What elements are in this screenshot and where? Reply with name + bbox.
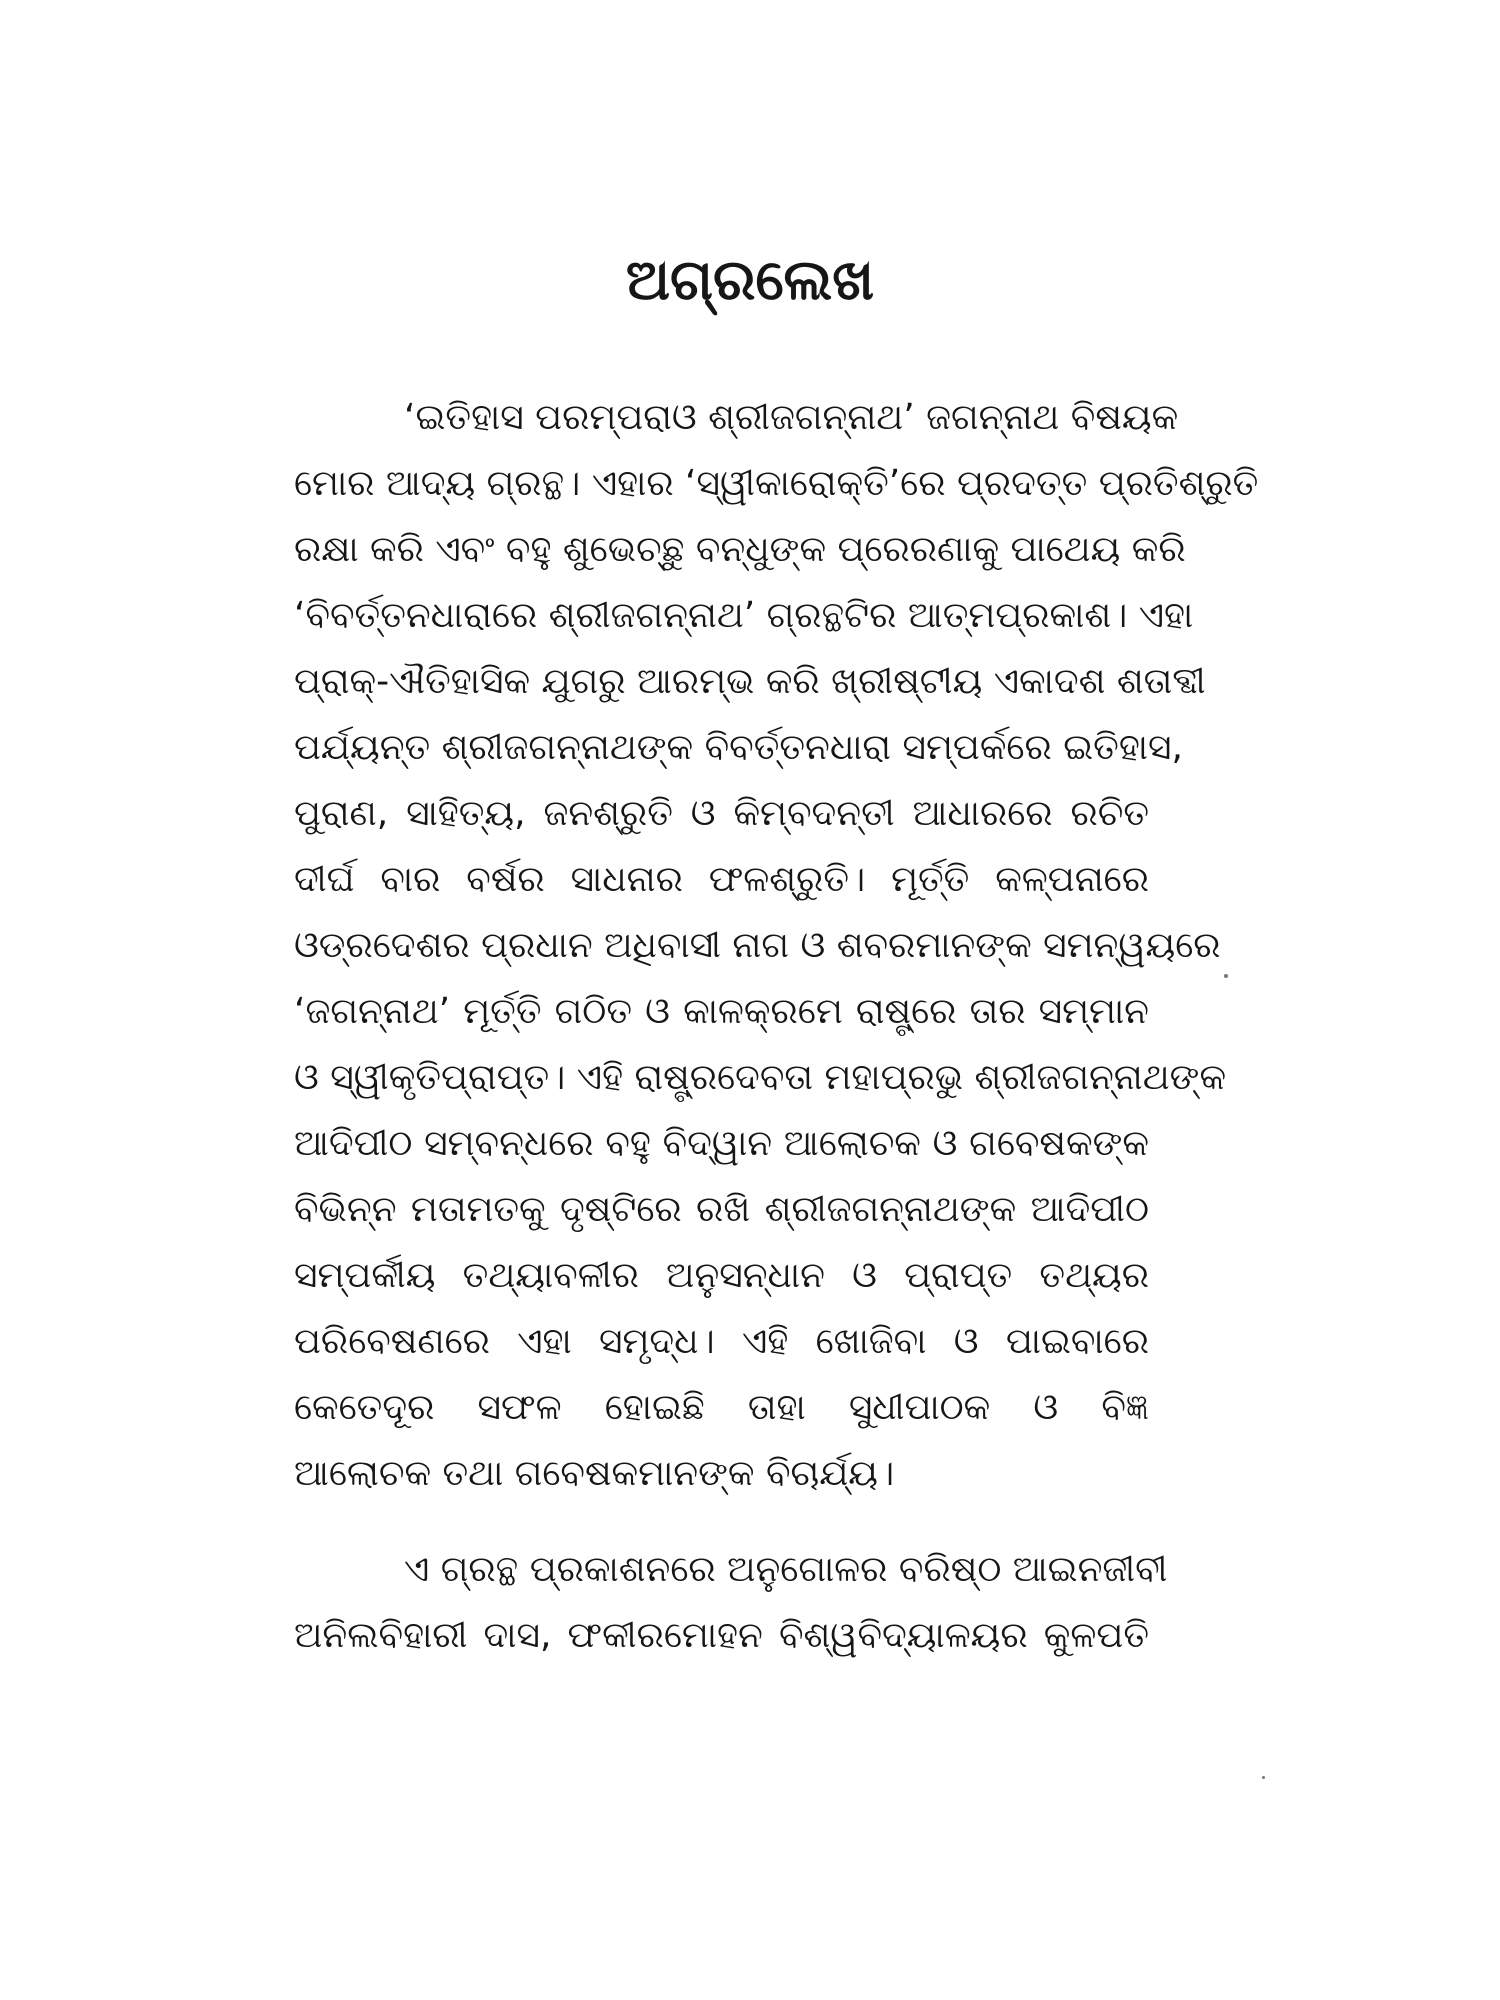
text-line: ‘ଜଗନ୍ନାଥ’ ମୂର୍ତ୍ତି ଗଠିତ ଓ କାଳକ୍ରମେ ରାଷ୍ଟ୍ରେ ତାର ସମ୍ମାନ (294, 991, 1149, 1032)
text-line: ସମ୍ପର୍କୀୟ ତଥ୍ୟାବଳୀର ଅନୁସନ୍ଧାନ ଓ ପ୍ରାପ୍ତ ତଥ୍ୟର (294, 1255, 1149, 1296)
text-line: ‘ବିବର୍ତ୍ତନଧାରାରେ ଶ୍ରୀଜଗନ୍ନାଥ’ ଗ୍ରନ୍ଥଟିର ଆତ୍ମପ୍ରକାଶ। ଏହା (294, 595, 1194, 636)
text-line: ‘ଇତିହାସ ପରମ୍ପରାଓ ଶ୍ରୀଜଗନ୍ନାଥ’ ଜଗନ୍ନାଥ ବିଷୟକ (404, 397, 1179, 438)
text-line: ଅନିଲବିହାରୀ ଦାସ, ଫକୀରମୋହନ ବିଶ୍ୱବିଦ୍ୟାଳୟର କୁଳପତି (294, 1615, 1149, 1656)
text-line: ଆଲୋଚକ ତଥା ଗବେଷକମାନଙ୍କ ବିଚାର୍ଯ୍ୟ। (294, 1453, 895, 1494)
text-line: ପରିବେଷଣରେ ଏହା ସମୃଦ୍ଧ। ଏହି ଖୋଜିବା ଓ ପାଇବାରେ (294, 1321, 1149, 1362)
text-line: ରକ୍ଷା କରି ଏବଂ ବହୁ ଶୁଭେଚ୍ଛୁ ବନ୍ଧୁଙ୍କ ପ୍ରେରଣାକୁ ପାଥେୟ କରି (294, 529, 1186, 570)
scan-speck (1224, 974, 1228, 978)
text-line: ପୁରାଣ, ସାହିତ୍ୟ, ଜନଶ୍ରୁତି ଓ କିମ୍ବଦନ୍ତୀ ଆଧାରରେ ରଚିତ (294, 793, 1149, 834)
text-line: ଦୀର୍ଘ ବାର ବର୍ଷର ସାଧନାର ଫଳଶ୍ରୁତି। ମୂର୍ତ୍ତି କଳ୍ପନାରେ (294, 859, 1149, 900)
text-line: ଆଦିପୀଠ ସମ୍ବନ୍ଧରେ ବହୁ ବିଦ୍ୱାନ ଆଲୋଚକ ଓ ଗବେଷକଙ୍କ (294, 1123, 1149, 1164)
text-line: ଓ ସ୍ୱୀକୃତିପ୍ରାପ୍ତ। ଏହି ରାଷ୍ଟ୍ରଦେବତା ମହାପ୍ରଭୁ ଶ୍ରୀଜଗନ୍ନାଥଙ୍କ (294, 1057, 1227, 1098)
text-line: କେତେଦୂର ସଫଳ ହୋଇଛି ତାହା ସୁଧୀପାଠକ ଓ ବିଜ୍ଞ (294, 1387, 1149, 1428)
text-line: ପର୍ଯ୍ୟନ୍ତ ଶ୍ରୀଜଗନ୍ନାଥଙ୍କ ବିବର୍ତ୍ତନଧାରା ସମ୍ପର୍କରେ ଇତିହାସ, (294, 727, 1183, 768)
scan-speck (1262, 1776, 1265, 1779)
text-line: ଏ ଗ୍ରନ୍ଥ ପ୍ରକାଶନରେ ଅନୁଗୋଳର ବରିଷ୍ଠ ଆଇନଜୀବୀ (404, 1549, 1168, 1590)
page-title: ଅଗ୍ରଲେଖ (625, 247, 875, 313)
text-line: ବିଭିନ୍ନ ମତାମତକୁ ଦୃଷ୍ଟିରେ ରଖି ଶ୍ରୀଜଗନ୍ନାଥଙ୍କ ଆଦିପୀଠ (294, 1189, 1149, 1230)
text-line: ପ୍ରାକ୍-ଐତିହାସିକ ଯୁଗରୁ ଆରମ୍ଭ କରି ଖ୍ରୀଷ୍ଟୀୟ ଏକାଦଶ ଶତାବ୍ଦୀ (294, 661, 1206, 702)
text-line: ଓଡ୍ରଦେଶର ପ୍ରଧାନ ଅଧିବାସୀ ନାଗ ଓ ଶବରମାନଙ୍କ ସମନ୍ୱୟରେ (294, 925, 1221, 966)
body-text (294, 385, 1259, 1669)
text-line: ମୋର ଆଦ୍ୟ ଗ୍ରନ୍ଥ। ଏହାର ‘ସ୍ୱୀକାରୋକ୍ତି’ରେ ପ୍ରଦତ୍ତ ପ୍ରତିଶ୍ରୁତି (294, 463, 1259, 504)
